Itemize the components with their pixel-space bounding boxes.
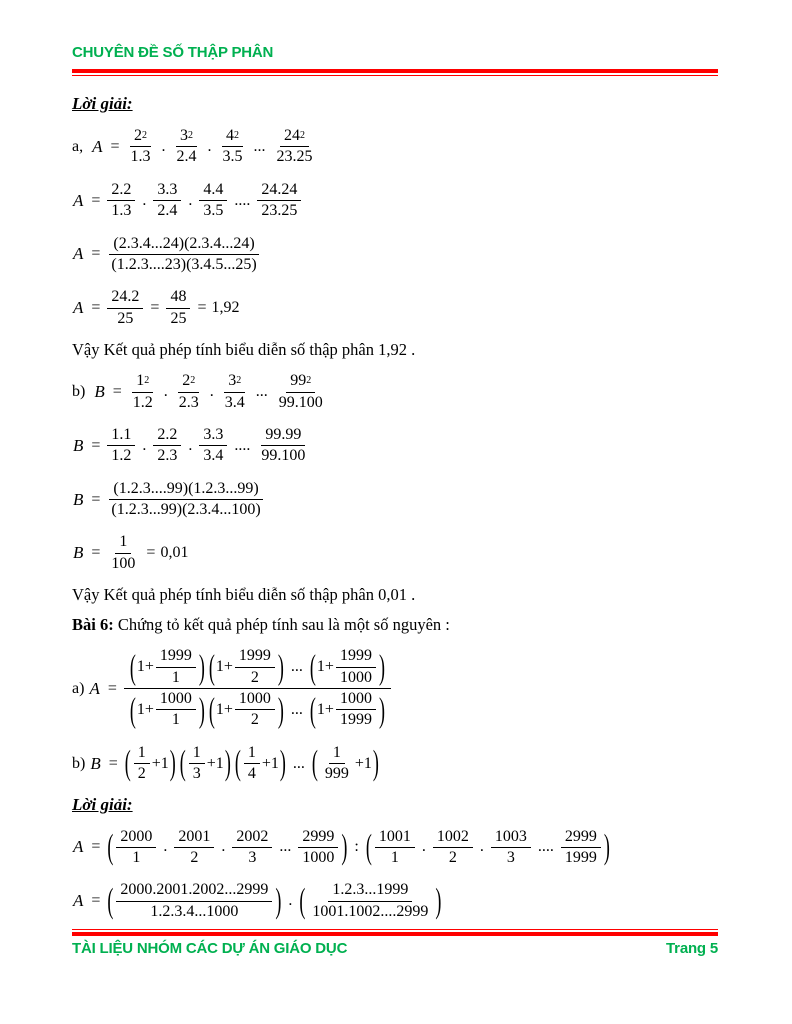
numerator: 1 [189,744,205,764]
numerator: 2.2 [153,426,181,446]
numerator: 1000 [235,690,275,710]
denominator: 23.25 [276,148,313,166]
fraction [134,744,150,784]
math-operator: . [188,191,193,209]
fraction [153,181,181,221]
math-operator: = [91,490,101,508]
fraction [308,881,432,921]
fraction [107,235,260,275]
denominator: 1999 [339,711,372,729]
fraction [257,426,309,466]
denominator: 23.25 [261,202,298,220]
fraction [219,127,247,167]
math-operator: ... [253,137,266,155]
open-paren: ( [107,827,114,867]
solution-heading: Lời giải: [72,94,133,113]
denominator: 1 [132,848,141,866]
denominator: 2.3 [178,393,199,411]
fraction [244,744,260,784]
open-paren: ( [365,827,372,867]
math-operator: .... [234,191,251,209]
document-body [72,90,724,928]
math-operator: = [91,838,101,856]
math-operator: ... [290,700,303,718]
denominator: 3.4 [224,393,245,411]
math-operator: . [163,838,168,856]
fraction [189,744,205,784]
denominator: 1.3 [111,202,132,220]
denominator: 1000 [302,848,335,866]
fraction [107,426,135,466]
math-operator: . [142,436,147,454]
math-operator: . [288,892,293,910]
denominator: 2 [250,711,259,729]
numerator: 3.3 [153,181,181,201]
denominator: 4 [247,765,256,783]
fraction [156,647,196,687]
math-variable: A [73,837,84,857]
close-paren: ) [169,743,176,783]
denominator: 3 [192,765,201,783]
fraction [561,828,601,868]
math-operator: . [188,436,193,454]
paren-group [311,744,380,784]
close-paren: ) [198,689,205,729]
paren-group [208,647,285,687]
fraction [116,828,156,868]
fraction [173,127,201,167]
text-run: +1 [354,754,372,772]
numerator: (2.3.4...24)(2.3.4...24) [109,235,258,255]
denominator: 100 [111,554,136,572]
numerator: 1999 [235,647,275,667]
fraction [107,480,264,520]
solution-heading: Lời giải: [72,794,133,814]
denominator [124,689,391,730]
math-operator: = [108,754,118,772]
math-operator: . [207,137,212,155]
denominator: 2.3 [157,447,178,465]
numerator: 1 [134,744,150,764]
fraction [156,690,196,730]
fraction [235,690,275,730]
math-operator: . [479,838,484,856]
denominator: 1 [390,848,399,866]
math-variable: A [73,244,84,264]
numerator: 1 [244,744,260,764]
math-operator: . [421,838,426,856]
denominator: 25 [170,309,187,327]
numerator: 2000.2001.2002...2999 [116,881,272,901]
numerator: 24.2 [107,288,143,308]
math-line [72,127,724,167]
text-run: +1 [151,754,169,772]
denominator: 25 [117,309,134,327]
math-operator: = [146,544,156,562]
fraction [199,426,227,466]
text-run: 1+ [136,700,154,718]
numerator: 3 2 [224,372,245,392]
open-paren: ( [234,743,241,783]
denominator: 3 [506,848,515,866]
header-rule [72,69,718,76]
fraction [433,828,473,868]
close-paren: ) [224,743,231,783]
open-paren: ( [309,646,316,686]
math-line [72,288,724,328]
close-paren: ) [277,646,284,686]
math-operator: ... [292,754,305,772]
text-run: Vậy Kết quả phép tính biểu diễn số thập phân 1,92 . [72,340,416,360]
denominator: 99.100 [261,447,306,465]
fraction [221,372,249,412]
paren-group [106,881,282,921]
numerator: 2.2 [107,181,135,201]
close-paren: ) [279,743,286,783]
math-variable: A [89,678,100,698]
numerator: 3.3 [199,426,227,446]
open-paren: ( [208,646,215,686]
fraction [107,533,139,573]
math-operator: = [91,892,101,910]
close-paren: ) [603,827,610,867]
paren-group [309,690,386,730]
math-operator: = [150,299,160,317]
denominator: 1 [171,711,180,729]
denominator: 3.5 [203,202,224,220]
math-operator: .... [234,436,251,454]
denominator: 3.5 [222,148,243,166]
numerator: 1 2 [132,372,153,392]
math-operator: = [91,245,101,263]
numerator: 2999 [561,828,601,848]
paren-group [124,744,177,784]
math-operator: .... [537,838,554,856]
denominator: 1.3 [130,148,151,166]
numerator: 1.2.3...1999 [328,881,412,901]
math-line [72,372,724,412]
math-line [72,181,724,221]
denominator: 3.4 [203,447,224,465]
denominator: (1.2.3....23)(3.4.5...25) [111,255,257,273]
numerator: 1003 [491,828,531,848]
paragraph [72,615,724,635]
math-line [72,647,724,730]
numerator: 1999 [156,647,196,667]
math-variable: B [73,435,84,455]
math-variable: B [90,753,101,773]
fraction [174,828,214,868]
math-operator: : [354,838,359,856]
paragraph [72,585,724,605]
open-paren: ( [129,689,136,729]
fraction [257,181,301,221]
paren-group [208,690,285,730]
numerator: 1000 [156,690,196,710]
fraction [273,127,317,167]
paren-group [365,828,611,868]
paren-group [106,828,348,868]
math-line [72,881,724,921]
math-operator: ... [279,838,292,856]
math-operator: = [112,383,122,401]
close-paren: ) [378,646,385,686]
denominator: 2 [250,668,259,686]
math-operator: = [91,544,101,562]
math-operator: . [161,137,166,155]
fraction [124,647,391,730]
header-title: CHUYÊN ĐỀ SỐ THẬP PHÂN [72,44,274,61]
text-run: Chứng tỏ kết quả phép tính sau là một số nguyên : [113,615,450,635]
denominator: 2 [137,765,146,783]
paragraph [72,340,724,360]
numerator: 2000 [116,828,156,848]
numerator: 2001 [174,828,214,848]
text-run: b) [72,754,90,772]
numerator: 2 2 [178,372,199,392]
numerator: 3 2 [176,127,197,147]
math-operator: = [197,299,207,317]
fraction [175,372,203,412]
numerator: 2999 [298,828,338,848]
footer-rule [72,929,718,936]
page-footer [72,929,718,957]
text-run: 1+ [316,700,334,718]
math-variable: A [73,298,84,318]
open-paren: ( [208,689,215,729]
open-paren: ( [299,880,306,920]
text-run: 1,92 [211,299,240,317]
denominator: 3 [248,848,257,866]
denominator: 1999 [564,848,597,866]
open-paren: ( [309,689,316,729]
fraction [116,881,272,921]
math-operator: . [209,383,214,401]
math-line [72,744,724,784]
numerator: 2002 [232,828,272,848]
text-run: 1+ [316,657,334,675]
numerator: 1999 [336,647,376,667]
denominator: 2.4 [157,202,178,220]
math-line [72,480,724,520]
math-line [72,533,724,573]
fraction [491,828,531,868]
text-run: 1+ [136,657,154,675]
paren-group [129,690,206,730]
numerator: 4 2 [222,127,243,147]
numerator: 24.24 [257,181,301,201]
numerator: (1.2.3....99)(1.2.3...99) [109,480,262,500]
math-operator: . [142,191,147,209]
bold-run: Bài 6: [72,615,114,635]
paren-group [179,744,232,784]
fraction [375,828,415,868]
numerator: 99.99 [261,426,305,446]
text-run: 1+ [215,700,233,718]
open-paren: ( [124,743,131,783]
numerator: 1000 [336,690,376,710]
numerator: 2 2 [130,127,151,147]
open-paren: ( [129,646,136,686]
math-operator: = [91,191,101,209]
fraction [336,690,376,730]
paren-group [298,881,442,921]
open-paren: ( [311,743,318,783]
text-run: 0,01 [160,544,189,562]
close-paren: ) [435,880,442,920]
denominator: 1.2 [132,393,153,411]
math-variable: B [73,489,84,509]
numerator: 1001 [375,828,415,848]
denominator: (1.2.3...99)(2.3.4...100) [111,501,261,519]
close-paren: ) [378,689,385,729]
math-line [72,235,724,275]
math-operator: ... [290,657,303,675]
denominator: 99.100 [278,393,323,411]
close-paren: ) [277,689,284,729]
math-operator: = [110,137,120,155]
fraction [166,288,190,328]
math-variable: B [73,543,84,563]
math-line [72,828,724,868]
math-line [72,426,724,466]
paren-group [234,744,287,784]
fraction [336,647,376,687]
math-variable: A [73,891,84,911]
paren-group [129,647,206,687]
fraction [129,372,157,412]
page-header [72,44,718,76]
math-operator: = [107,679,117,697]
denominator: 1.2 [111,447,132,465]
fraction [127,127,155,167]
text-run: a) [72,679,89,697]
denominator: 2.4 [176,148,197,166]
math-variable: A [92,136,103,156]
denominator: 2 [448,848,457,866]
fraction [321,744,353,784]
numerator: 99 2 [286,372,315,392]
denominator: 1.2.3.4...1000 [150,902,239,920]
text-run: +1 [261,754,279,772]
denominator: 999 [324,765,349,783]
text-run: +1 [206,754,224,772]
numerator: 1 [115,533,131,553]
footer-left-text: TÀI LIỆU NHÓM CÁC DỰ ÁN GIÁO DỤC [72,940,348,957]
math-operator: . [163,383,168,401]
math-operator: = [91,299,101,317]
fraction [107,181,135,221]
text-run: a, [72,137,92,155]
fraction [153,426,181,466]
denominator: 1001.1002....2999 [312,902,429,920]
fraction [275,372,327,412]
numerator [124,647,391,689]
fraction [235,647,275,687]
open-paren: ( [107,880,114,920]
numerator: 1002 [433,828,473,848]
math-variable: B [94,382,105,402]
close-paren: ) [198,646,205,686]
close-paren: ) [372,743,379,783]
numerator: 1.1 [107,426,135,446]
fraction [232,828,272,868]
denominator: 1000 [339,668,372,686]
math-operator: ... [255,383,268,401]
text-run: b) [72,383,94,401]
math-operator: = [91,436,101,454]
numerator: 4.4 [199,181,227,201]
footer-row [72,940,718,957]
numerator: 48 [166,288,190,308]
numerator: 24 2 [280,127,309,147]
paren-group [309,647,386,687]
math-operator: . [221,838,226,856]
math-variable: A [73,190,84,210]
fraction [199,181,227,221]
text-run: 1+ [215,657,233,675]
fraction [107,288,143,328]
numerator: 1 [329,744,345,764]
denominator: 2 [190,848,199,866]
fraction [298,828,338,868]
open-paren: ( [179,743,186,783]
text-run: Vậy Kết quả phép tính biểu diễn số thập phân 0,01 . [72,585,416,605]
close-paren: ) [341,827,348,867]
footer-page-number: Trang 5 [666,940,718,957]
denominator: 1 [171,668,180,686]
close-paren: ) [275,880,282,920]
